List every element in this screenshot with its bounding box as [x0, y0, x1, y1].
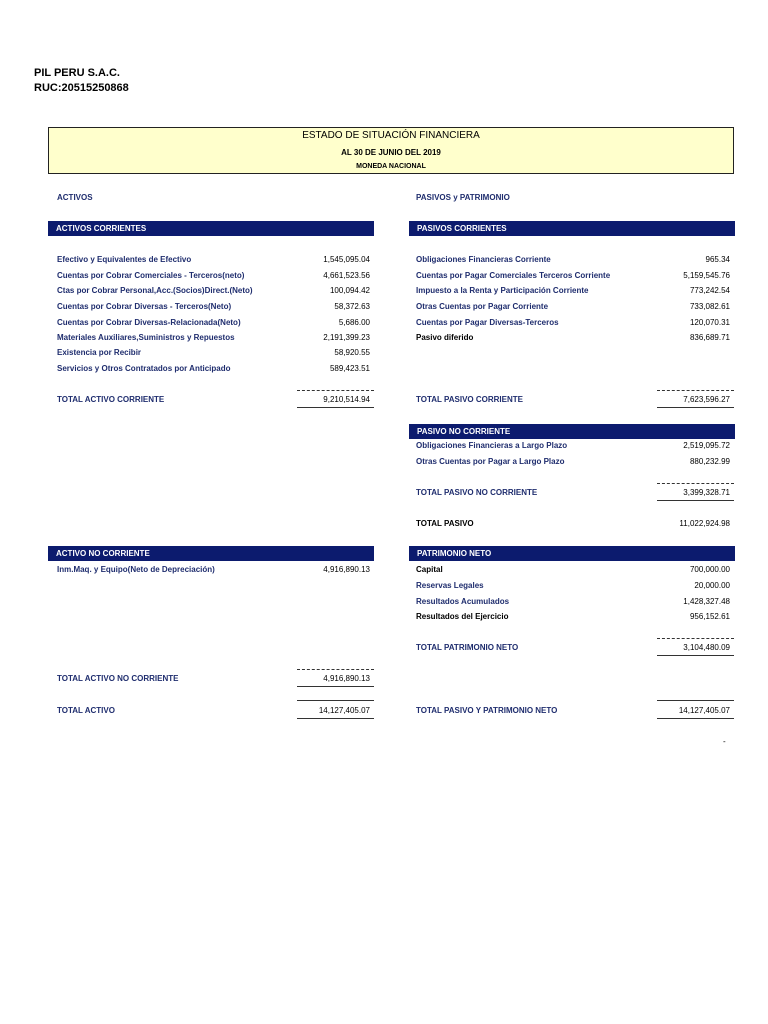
total-label: TOTAL ACTIVO CORRIENTE: [57, 395, 165, 404]
grand-total-topline: [297, 700, 374, 701]
row-label: Resultados Acumulados: [416, 597, 510, 606]
company-name: PIL PERU S.A.C.: [34, 67, 120, 79]
pasivos-corrientes-header: PASIVOS CORRIENTES: [409, 221, 735, 236]
grand-total-topline: [657, 700, 734, 701]
statement-title: ESTADO DE SITUACIÓN FINANCIERA: [302, 130, 480, 141]
total-label: TOTAL ACTIVO NO CORRIENTE: [57, 674, 179, 683]
row-value: 20,000.00: [694, 581, 730, 590]
total-label: TOTAL PATRIMONIO NETO: [416, 643, 519, 652]
table-row: [416, 270, 730, 282]
row-label: Resultados del Ejercicio: [416, 612, 509, 621]
row-label: Materiales Auxiliares,Suministros y Repuestos: [57, 333, 235, 342]
row-label: Existencia por Recibir: [57, 348, 142, 357]
company-ruc: RUC:20515250868: [34, 82, 129, 94]
row-label: Impuesto a la Renta y Participación Corriente: [416, 286, 589, 295]
row-value: 58,372.63: [334, 302, 370, 311]
table-row: [416, 456, 730, 468]
row-value: 836,689.71: [689, 333, 730, 342]
row-label: Cuentas por Cobrar Comerciales - Terceros(neto): [57, 271, 245, 280]
row-value: 1,545,095.04: [323, 255, 370, 264]
table-row: [416, 301, 730, 313]
total-divider: [297, 669, 374, 670]
table-row: [57, 564, 370, 576]
table-row: [57, 332, 370, 344]
total-pasivo-patrimonio-row: [416, 705, 730, 717]
total-label: TOTAL PASIVO NO CORRIENTE: [416, 488, 538, 497]
total-divider: [657, 483, 734, 484]
total-underline: [657, 407, 734, 408]
row-value: 773,242.54: [689, 286, 730, 295]
table-row: [57, 317, 370, 329]
total-value: 7,623,596.27: [683, 395, 730, 404]
total-underline: [657, 500, 734, 501]
row-value: 700,000.00: [689, 565, 730, 574]
table-row: [416, 332, 730, 344]
table-row: [416, 440, 730, 452]
row-value: 5,159,545.76: [683, 271, 730, 280]
row-label: Servicios y Otros Contratados por Anticipado: [57, 364, 231, 373]
row-label: Cuentas por Pagar Comerciales Terceros Corriente: [416, 271, 611, 280]
total-underline: [297, 407, 374, 408]
table-row: [416, 611, 730, 623]
total-value: 11,022,924.98: [679, 519, 730, 528]
row-label: Reservas Legales: [416, 581, 484, 590]
total-divider: [297, 390, 374, 391]
row-label: Cuentas por Cobrar Diversas-Relacionada(Neto): [57, 318, 241, 327]
total-pasivo-corriente-row: [416, 394, 730, 406]
statement-currency: MONEDA NACIONAL: [356, 163, 426, 170]
row-value: 4,916,890.13: [323, 565, 370, 574]
row-value: 100,094.42: [329, 286, 370, 295]
row-label: Pasivo diferido: [416, 333, 474, 342]
total-label: TOTAL PASIVO: [416, 519, 474, 528]
total-label: TOTAL ACTIVO: [57, 706, 115, 715]
total-value: 3,399,328.71: [683, 488, 730, 497]
row-value: 965.34: [705, 255, 730, 264]
table-row: [416, 317, 730, 329]
table-row: [57, 301, 370, 313]
total-activo-corriente-row: [57, 394, 370, 406]
row-value: 58,920.55: [334, 348, 370, 357]
row-label: Otras Cuentas por Pagar a Largo Plazo: [416, 457, 565, 466]
statement-date: AL 30 DE JUNIO DEL 2019: [341, 148, 441, 157]
table-row: [416, 254, 730, 266]
table-row: [416, 596, 730, 608]
total-label: TOTAL PASIVO CORRIENTE: [416, 395, 523, 404]
row-value: 880,232.99: [689, 457, 730, 466]
row-label: Obligaciones Financieras a Largo Plazo: [416, 441, 568, 450]
row-label: Efectivo y Equivalentes de Efectivo: [57, 255, 192, 264]
row-value: 733,082.61: [689, 302, 730, 311]
row-value: 956,152.61: [689, 612, 730, 621]
patrimonio-neto-header: PATRIMONIO NETO: [409, 546, 735, 561]
row-value: 1,428,327.48: [683, 597, 730, 606]
pasivo-no-corriente-header: PASIVO NO CORRIENTE: [409, 424, 735, 439]
total-value: 9,210,514.94: [323, 395, 370, 404]
total-label: TOTAL PASIVO Y PATRIMONIO NETO: [416, 706, 558, 715]
statement-header: [48, 127, 734, 174]
footer-mark: -: [723, 737, 726, 746]
row-label: Inm.Maq. y Equipo(Neto de Depreciación): [57, 565, 215, 574]
total-value: 14,127,405.07: [678, 706, 730, 715]
row-label: Cuentas por Pagar Diversas-Terceros: [416, 318, 559, 327]
row-label: Capital: [416, 565, 443, 574]
row-label: Ctas por Cobrar Personal,Acc.(Socios)Direct.(Neto): [57, 286, 253, 295]
activos-corrientes-header: ACTIVOS CORRIENTES: [48, 221, 374, 236]
total-divider: [657, 638, 734, 639]
table-row: [416, 285, 730, 297]
total-activo-no-corriente-row: [57, 673, 370, 685]
total-value: 4,916,890.13: [323, 674, 370, 683]
row-label: Obligaciones Financieras Corriente: [416, 255, 551, 264]
activo-no-corriente-header: ACTIVO NO CORRIENTE: [48, 546, 374, 561]
pasivos-patrimonio-heading: PASIVOS y PATRIMONIO: [416, 193, 510, 202]
total-divider: [657, 390, 734, 391]
table-row: [57, 254, 370, 266]
table-row: [416, 564, 730, 576]
row-label: Otras Cuentas por Pagar Corriente: [416, 302, 549, 311]
row-value: 589,423.51: [329, 364, 370, 373]
row-value: 120,070.31: [689, 318, 730, 327]
row-value: 4,661,523.56: [323, 271, 370, 280]
row-label: Cuentas por Cobrar Diversas - Terceros(Neto): [57, 302, 232, 311]
total-value: 3,104,480.09: [683, 643, 730, 652]
grand-total-underline: [297, 718, 374, 719]
table-row: [57, 270, 370, 282]
row-value: 2,191,399.23: [323, 333, 370, 342]
total-pasivo-row: [416, 518, 730, 530]
row-value: 2,519,095.72: [683, 441, 730, 450]
total-underline: [297, 686, 374, 687]
table-row: [416, 580, 730, 592]
activos-heading: ACTIVOS: [57, 193, 93, 202]
table-row: [57, 285, 370, 297]
total-patrimonio-neto-row: [416, 642, 730, 654]
table-row: [57, 347, 370, 359]
grand-total-underline: [657, 718, 734, 719]
row-value: 5,686.00: [338, 318, 370, 327]
total-pasivo-no-corriente-row: [416, 487, 730, 499]
total-value: 14,127,405.07: [318, 706, 370, 715]
table-row: [57, 363, 370, 375]
total-activo-row: [57, 705, 370, 717]
total-underline: [657, 655, 734, 656]
